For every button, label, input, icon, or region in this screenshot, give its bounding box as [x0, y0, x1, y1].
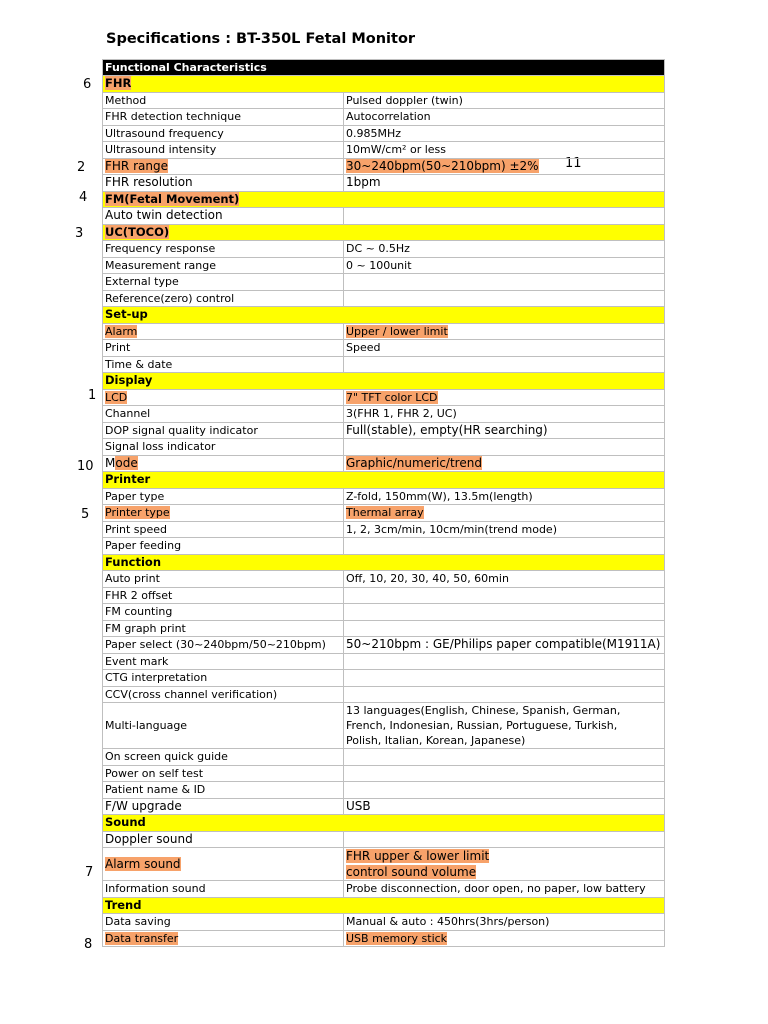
row-value: Thermal array [344, 505, 665, 522]
row-value [344, 653, 665, 670]
row-label: Data transfer [103, 930, 344, 947]
row-value: 1, 2, 3cm/min, 10cm/min(trend mode) [344, 521, 665, 538]
side-number: 6 [83, 77, 92, 92]
row-value [344, 670, 665, 687]
row-value: 1bpm [344, 175, 665, 192]
row-label: Paper type [103, 488, 344, 505]
row-value [344, 686, 665, 703]
row-label: FHR 2 offset [103, 587, 344, 604]
row-label: LCD [103, 389, 344, 406]
row-label: CCV(cross channel verification) [103, 686, 344, 703]
section-header: Sound [103, 815, 665, 832]
row-value: 3(FHR 1, FHR 2, UC) [344, 406, 665, 423]
row-label: Paper feeding [103, 538, 344, 555]
row-label: Frequency response [103, 241, 344, 258]
row-value: 30~240bpm(50~210bpm) ±2% [344, 158, 665, 175]
row-value: 0 ~ 100unit [344, 257, 665, 274]
row-value [344, 208, 665, 225]
section-header: Display [103, 373, 665, 390]
row-value [344, 538, 665, 555]
side-number: 8 [84, 937, 93, 952]
row-value [344, 620, 665, 637]
row-label: Event mark [103, 653, 344, 670]
row-label: Alarm sound [103, 848, 344, 881]
row-label: FHR resolution [103, 175, 344, 192]
section-header: Function [103, 554, 665, 571]
row-value [344, 290, 665, 307]
row-label: Print speed [103, 521, 344, 538]
row-value: Speed [344, 340, 665, 357]
row-label: Measurement range [103, 257, 344, 274]
row-value: USB memory stick [344, 930, 665, 947]
side-number: 11 [565, 156, 582, 171]
row-value: Probe disconnection, door open, no paper, low battery [344, 881, 665, 898]
row-value: 10mW/cm² or less [344, 142, 665, 159]
side-number: 3 [75, 226, 84, 241]
row-value [344, 274, 665, 291]
row-value: Pulsed doppler (twin) [344, 92, 665, 109]
row-value: Upper / lower limit [344, 323, 665, 340]
row-label: Power on self test [103, 765, 344, 782]
specifications-table [102, 59, 665, 947]
section-header: Set-up [103, 307, 665, 324]
row-label: FM counting [103, 604, 344, 621]
row-value [344, 831, 665, 848]
row-label: DOP signal quality indicator [103, 422, 344, 439]
section-header: Printer [103, 472, 665, 489]
row-label: Doppler sound [103, 831, 344, 848]
row-value: Z-fold, 150mm(W), 13.5m(length) [344, 488, 665, 505]
row-label: Reference(zero) control [103, 290, 344, 307]
row-value [344, 749, 665, 766]
section-header: Trend [103, 897, 665, 914]
row-value [344, 439, 665, 456]
row-label: Alarm [103, 323, 344, 340]
side-number: 10 [77, 459, 94, 474]
row-value: Autocorrelation [344, 109, 665, 126]
row-label: External type [103, 274, 344, 291]
row-value [344, 765, 665, 782]
row-value: Manual & auto : 450hrs(3hrs/person) [344, 914, 665, 931]
row-label: Auto twin detection [103, 208, 344, 225]
side-number: 5 [81, 507, 90, 522]
row-label: FM graph print [103, 620, 344, 637]
row-value [344, 782, 665, 799]
page-title: Specifications : BT-350L Fetal Monitor [106, 31, 416, 47]
row-value [344, 587, 665, 604]
row-value: Full(stable), empty(HR searching) [344, 422, 665, 439]
row-label: Patient name & ID [103, 782, 344, 799]
row-label: Data saving [103, 914, 344, 931]
row-value: USB [344, 798, 665, 815]
row-label: On screen quick guide [103, 749, 344, 766]
row-value: DC ~ 0.5Hz [344, 241, 665, 258]
row-label: Paper select (30~240bpm/50~210bpm) [103, 637, 344, 654]
row-label: Print [103, 340, 344, 357]
row-value: 0.985MHz [344, 125, 665, 142]
row-label: Auto print [103, 571, 344, 588]
row-label: Time & date [103, 356, 344, 373]
row-label: Multi-language [103, 703, 344, 749]
row-value: 50~210bpm : GE/Philips paper compatible(M1911A) [344, 637, 665, 654]
row-value [344, 356, 665, 373]
row-label: CTG interpretation [103, 670, 344, 687]
row-value [344, 604, 665, 621]
row-label: Channel [103, 406, 344, 423]
row-label: Mode [103, 455, 344, 472]
row-label: Printer type [103, 505, 344, 522]
row-label: F/W upgrade [103, 798, 344, 815]
row-value: 13 languages(English, Chinese, Spanish, German, French, Indonesian, Russian, Portuguese, Turkish, Polish, Italian, Korean, Japanese) [344, 703, 665, 749]
row-value: Off, 10, 20, 30, 40, 50, 60min [344, 571, 665, 588]
row-label: Signal loss indicator [103, 439, 344, 456]
side-number: 4 [79, 190, 88, 205]
side-number: 2 [77, 160, 86, 175]
side-number: 1 [88, 388, 97, 403]
row-value: FHR upper & lower limit control sound volume [344, 848, 665, 881]
row-value: Graphic/numeric/trend [344, 455, 665, 472]
row-label: FHR detection technique [103, 109, 344, 126]
row-label: Ultrasound frequency [103, 125, 344, 142]
row-label: Method [103, 92, 344, 109]
row-value: 7" TFT color LCD [344, 389, 665, 406]
row-label: Information sound [103, 881, 344, 898]
section-header: FM(Fetal Movement) [103, 191, 665, 208]
section-header: UC(TOCO) [103, 224, 665, 241]
side-number: 7 [85, 865, 94, 880]
row-label: Ultrasound intensity [103, 142, 344, 159]
row-label: FHR range [103, 158, 344, 175]
table-header: Functional Characteristics [103, 60, 665, 76]
section-header: FHR [103, 76, 665, 93]
